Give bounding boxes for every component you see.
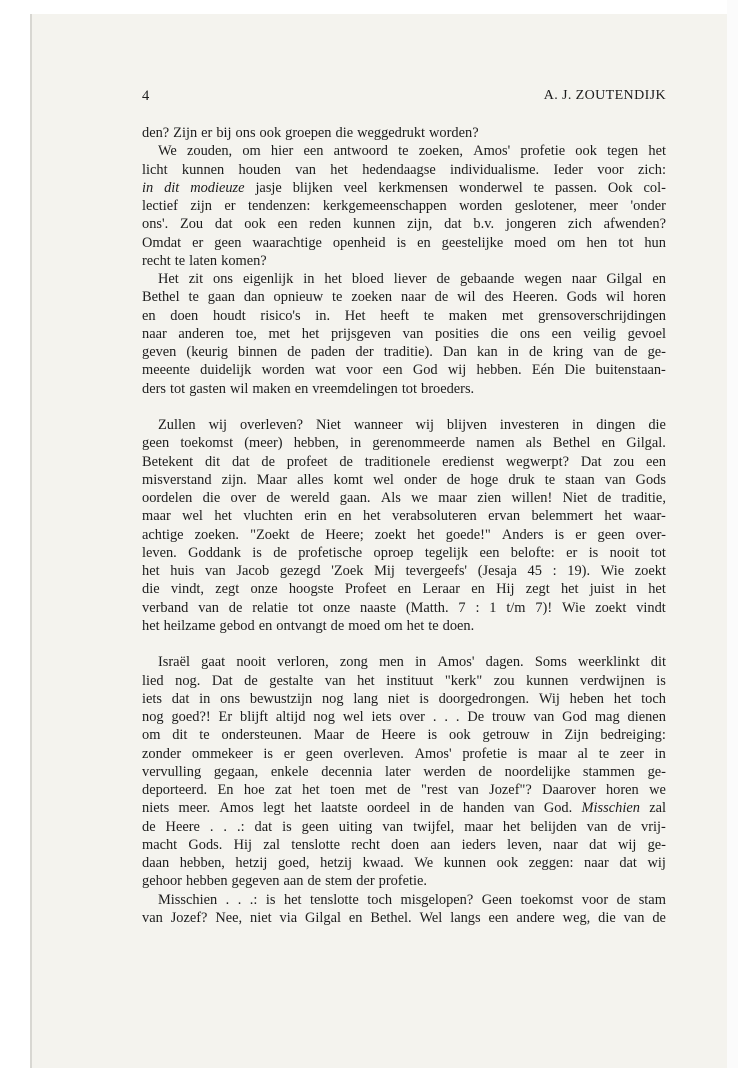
text-line: ders tot gasten wil maken en vreemdelingen tot broeders. <box>142 380 475 397</box>
paragraph-gap <box>142 635 666 653</box>
text-line: lectief zijn er tendenzen: kerkgemeenschappen worden geslotener, meer 'onder <box>142 198 666 214</box>
text-line: het huis van Jacob gezegd 'Zoek Mij tevergeefs' (Jesaja 45 : 19). Wie zoekt <box>142 563 666 579</box>
paragraph-gap <box>142 398 666 416</box>
text-line: nog goed?! Er blijft altijd nog wel iets over . . . De trouw van God mag dienen <box>142 709 666 725</box>
text-line: misverstand zijn. Maar alles komt wel onder de hoge druk te staan van Gods <box>142 471 666 488</box>
text-line: en doen houdt risico's in. Het heeft te maken met grensoverschrijdingen <box>142 307 666 324</box>
text-line: Het zit ons eigenlijk in het bloed liever de gebaande wegen naar Gilgal en <box>158 271 666 287</box>
page-number: 4 <box>142 88 150 104</box>
text-line: van Jozef? Nee, niet via Gilgal en Bethel. Wel langs een andere weg, die van de <box>142 909 666 926</box>
text-line: leven. Goddank is de profetische oproep tegelijk een belofte: er is nooit tot <box>142 544 666 561</box>
text-line: om dit te ondersteunen. Maar de Heere is ook getrouw in Zijn bedreiging: <box>142 727 666 744</box>
text-line: geen toekomst (meer) hebben, in gerenommeerde namen als Bethel en Gilgal. <box>142 435 666 452</box>
text-line: in dit modieuze jasje blijken veel kerkmensen wonderwel te passen. Ook col- <box>142 179 666 196</box>
text-line: Omdat er geen waarachtige openheid is en geestelijke moed om hen tot hun <box>142 234 666 251</box>
text-line: het heilzame gebod en ontvangt de moed om het te doen. <box>142 617 475 634</box>
text-line: zonder ommekeer is er geen overleven. Amos' profetie is maar al te zeer in <box>142 745 666 762</box>
text-line: maar wel het vluchten erin en het verabsoluteren ervan belemmert het waar- <box>142 508 666 525</box>
text-line: meeente duidelijk worden wat voor een God wij hebben. Eén Die buitenstaan- <box>142 362 666 379</box>
text-line: vervulling gegaan, enkele decennia later werden de noordelijke stammen ge- <box>142 763 666 780</box>
text-line: lied nog. Dat de gestalte van het instituut "kerk" zou kunnen verdwijnen is <box>142 672 666 689</box>
text-line: licht kunnen houden van het hedendaagse individualisme. Ieder voor zich: <box>142 161 666 178</box>
text-line: Bethel te gaan dan opnieuw te zoeken naar de wil des Heeren. Gods wil horen <box>142 289 666 306</box>
text-line: deporteerd. En hoe zat het toen met de "rest van Jozef"? Daarover horen we <box>142 782 666 798</box>
text-line: Israël gaat nooit verloren, zong men in Amos' dagen. Soms weerklinkt dit <box>158 654 666 671</box>
body-text <box>142 124 666 927</box>
scan-margin-top <box>0 0 738 14</box>
text-line: macht Gods. Hij zal tenslotte recht doen aan ieders leven, naar dat wij ge- <box>142 836 666 853</box>
text-line: geven (keurig binnen de paden der traditie). Dan kan in de kring van de ge- <box>142 344 666 360</box>
text-line: niets meer. Amos legt het laatste oordeel in de handen van God. Misschien zal <box>142 800 666 817</box>
text-line: Zullen wij overleven? Niet wanneer wij blijven investeren in dingen die <box>158 417 666 433</box>
text-line: verband van de relatie tot onze naaste (Matth. 7 : 1 t/m 7)! Wie zoekt vindt <box>142 599 666 616</box>
text-line: Betekent dit dat de profeet de traditionele eredienst wegwerpt? Dat zou een <box>142 453 666 470</box>
scan-margin-left <box>0 0 30 1068</box>
text-line: die vindt, zegt onze hoogste Profeet en Leraar en Hij zegt het juist in het <box>142 581 666 598</box>
text-line: recht te laten komen? <box>142 252 267 269</box>
text-line: We zouden, om hier een antwoord te zoeken, Amos' profetie ook tegen het <box>158 143 666 160</box>
text-line: Misschien . . .: is het tenslotte toch misgelopen? Geen toekomst voor de stam <box>158 891 666 908</box>
text-line: de Heere . . .: dat is geen uiting van twijfel, maar het belijden van de vrij- <box>142 818 666 835</box>
text-line: daan hebben, hetzij goed, hetzij kwaad. We kunnen ook zeggen: naar dat wij <box>142 855 666 871</box>
scan-margin-right <box>727 0 738 1068</box>
text-line: iets dat in ons bewustzijn nog lang niet is doorgedrongen. Wij heben het toch <box>142 690 666 707</box>
text-line: den? Zijn er bij ons ook groepen die weggedrukt worden? <box>142 125 479 141</box>
text-line: gehoor hebben gegeven aan de stem der profetie. <box>142 873 427 890</box>
text-line: naar anderen toe, met het prijsgeven van posities die ons een veilig gevoel <box>142 325 666 342</box>
running-head: A. J. ZOUTENDIJK <box>543 88 666 103</box>
page-edge-line <box>30 14 32 1068</box>
text-line: achtige zoeken. "Zoekt de Heere; zoekt het goede!" Anders is er geen over- <box>142 526 666 543</box>
text-line: oordelen die over de wereld gaan. Als we maar zien willen! Niet de traditie, <box>142 490 666 506</box>
text-line: ons'. Zou dat ook een reden kunnen zijn, dat b.v. jongeren zich afwenden? <box>142 216 666 233</box>
